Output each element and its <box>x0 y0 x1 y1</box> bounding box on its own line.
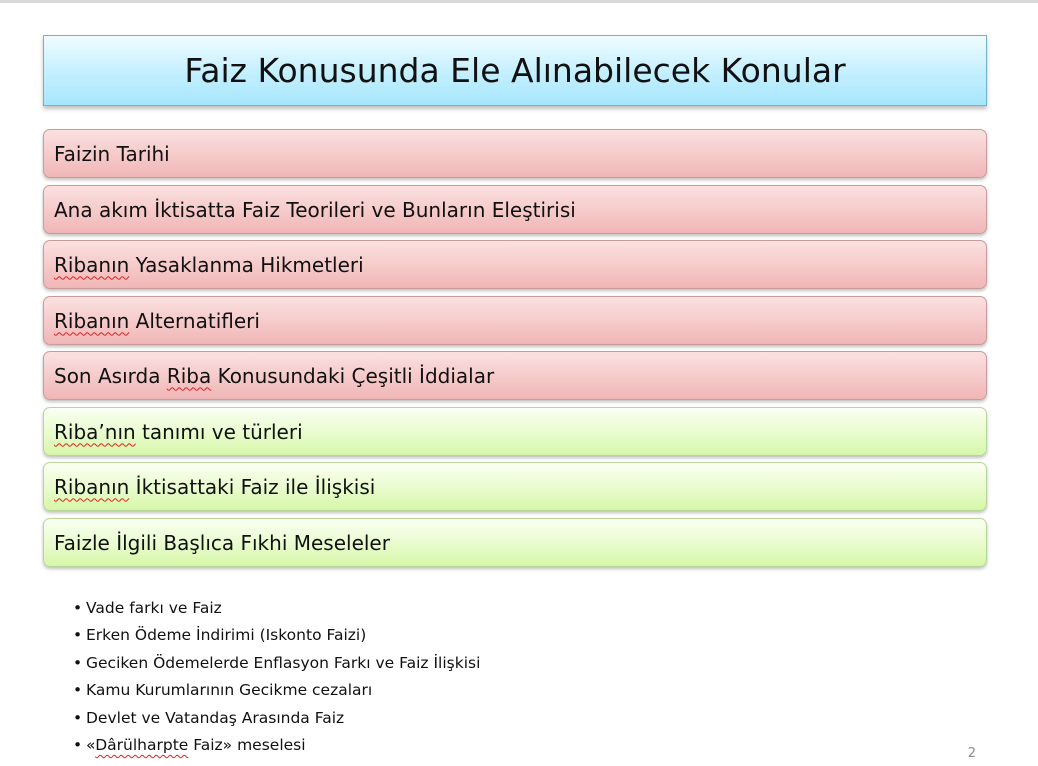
topic-label: Ribanın İktisattaki Faiz ile İlişkisi <box>54 474 376 499</box>
topic-tanimi-ve-turleri <box>43 407 987 456</box>
topic-fikhi-meseleler <box>43 518 987 567</box>
slide-title: Faiz Konusunda Ele Alınabilecek Konular <box>184 51 846 90</box>
bullet-glyph: • <box>73 681 83 700</box>
bullet-glyph: • <box>73 708 83 727</box>
spellcheck-marked-word: Dârülharpte <box>95 735 189 754</box>
topic-iktisattaki-faiz <box>43 462 987 511</box>
spellcheck-marked-word: Riba <box>166 363 212 388</box>
topic-label: Ribanın Yasaklanma Hikmetleri <box>54 252 364 277</box>
bullet-glyph: • <box>73 626 83 645</box>
spellcheck-marked-word: Ribanın <box>54 308 130 333</box>
spellcheck-marked-word: Ribanın <box>54 474 130 499</box>
bullet-glyph: • <box>73 735 83 754</box>
list-item: • Erken Ödeme İndirimi (Iskonto Faizi) <box>73 626 367 645</box>
subtopic-list <box>73 597 480 761</box>
slide-title-box <box>43 35 987 106</box>
list-item: • Geciken Ödemelerde Enflasyon Farkı ve Faiz İlişkisi <box>73 653 481 672</box>
topic-label: Faizin Tarihi <box>54 141 170 166</box>
topic-label: Son Asırda Riba Konusundaki Çeşitli İddialar <box>54 363 495 388</box>
window-top-border <box>0 0 1038 3</box>
topic-label: Ana akım İktisatta Faiz Teorileri ve Bunların Eleştirisi <box>54 197 576 222</box>
list-item: • «Dârülharpte Faiz» meselesi <box>73 735 306 754</box>
page-number: 2 <box>967 746 976 761</box>
topic-son-asirda-iddialar <box>43 351 987 400</box>
topic-label: Faizle İlgili Başlıca Fıkhi Meseleler <box>54 530 390 555</box>
list-item: • Vade farkı ve Faiz <box>73 599 222 617</box>
topic-yasaklanma-hikmetleri <box>43 240 987 289</box>
topic-label: Ribanın Alternatifleri <box>54 308 260 333</box>
spellcheck-marked-word: Riba’nın <box>54 419 136 444</box>
spellcheck-marked-word: Ribanın <box>54 252 130 277</box>
list-item: • Kamu Kurumlarının Gecikme cezaları <box>73 681 373 700</box>
list-item: • Devlet ve Vatandaş Arasında Faiz <box>73 708 345 727</box>
topic-alternatifler <box>43 296 987 345</box>
topic-faizin-tarihi <box>43 129 987 178</box>
topic-label: Riba’nın tanımı ve türleri <box>54 419 303 444</box>
bullet-glyph: • <box>73 599 83 617</box>
topic-faiz-teorileri <box>43 185 987 234</box>
bullet-glyph: • <box>73 653 83 672</box>
